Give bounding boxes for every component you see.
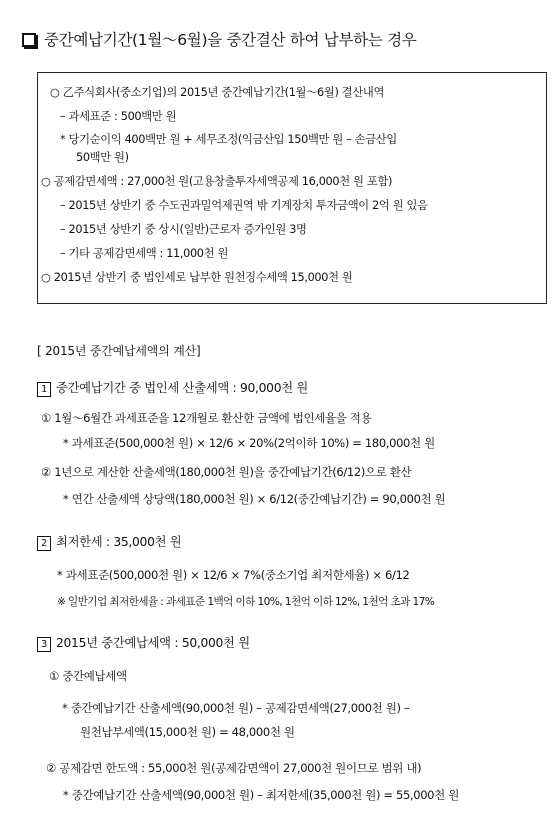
- part3-title-text: 2015년 중간예납세액 : 50,000천 원: [56, 636, 250, 650]
- box-line-other-deduction: – 기타 공제감면세액 : 11,000천 원: [60, 247, 229, 260]
- case-summary-box: [37, 72, 547, 304]
- part3-step2: ② 공제감면 한도액 : 55,000천 원(공제감면액이 27,000천 원이므로 범위 내): [46, 761, 422, 775]
- section-title: [ 2015년 중간예납세액의 계산]: [37, 344, 201, 358]
- part2-number-box: 2: [37, 536, 51, 551]
- part2-note: ※ 일반기업 최저한세율 : 과세표준 1백억 이하 10%, 1천억 이하 12%, 1천억 초과 17%: [57, 596, 435, 608]
- part1-title: [37, 378, 308, 397]
- part1-number-box: 1: [37, 382, 51, 397]
- part2-title: [37, 532, 181, 551]
- heading-text: 중간예납기간(1월～6월)을 중간결산 하여 납부하는 경우: [44, 31, 417, 49]
- part3-title: [37, 633, 250, 652]
- box-line-withholding: ○ 2015년 상반기 중 법인세로 납부한 원천징수세액 15,000천 원: [41, 271, 353, 284]
- box-line-net-income: * 당기순이익 400백만 원 + 세무조정(익금산입 150백만 원 – 손금산입: [60, 133, 397, 146]
- part1-title-text: 중간예납기간 중 법인세 산출세액 : 90,000천 원: [56, 381, 308, 395]
- part3-step2-calc: * 중간예납기간 산출세액(90,000천 원) – 최저한세(35,000천 원) = 55,000천 원: [63, 788, 459, 802]
- checkbox-square-icon: [22, 33, 36, 47]
- box-line-deduction: ○ 공제감면세액 : 27,000천 원(고용창출투자세액공제 16,000천 원 포함): [41, 175, 393, 188]
- part2-title-text: 최저한세 : 35,000천 원: [56, 535, 182, 549]
- box-line-investment: – 2015년 상반기 중 수도권과밀억제권역 밖 기계장치 투자금액이 2억 원 있음: [60, 199, 428, 212]
- part1-step2-calc: * 연간 산출세액 상당액(180,000천 원) × 6/12(중간예납기간) = 90,000천 원: [63, 492, 446, 506]
- part1-step1-calc: * 과세표준(500,000천 원) × 12/6 × 20%(2억이하 10%) = 180,000천 원: [63, 436, 435, 450]
- part3-step1: ① 중간예납세액: [49, 669, 127, 683]
- part3-step1-calc-a: * 중간예납기간 산출세액(90,000천 원) – 공제감면세액(27,000천 원) –: [62, 701, 410, 715]
- part2-calc: * 과세표준(500,000천 원) × 12/6 × 7%(중소기업 최저한세율) × 6/12: [57, 568, 410, 582]
- page-heading: [22, 28, 416, 50]
- part3-number-box: 3: [37, 637, 51, 652]
- box-line-employees: – 2015년 상반기 중 상시(일반)근로자 증가인원 3명: [60, 223, 307, 236]
- box-line-tax-base: – 과세표준 : 500백만 원: [60, 110, 177, 123]
- part1-step2: ② 1년으로 계산한 산출세액(180,000천 원)을 중간예납기간(6/12)으로 환산: [41, 465, 412, 479]
- part1-step1: ① 1월～6월간 과세표준을 12개월로 환산한 금액에 법인세율을 적용: [41, 411, 372, 425]
- part3-step1-calc-b: 원천납부세액(15,000천 원) = 48,000천 원: [80, 725, 295, 739]
- box-line-net-income-cont: 50백만 원): [76, 151, 129, 164]
- box-line-company: ○ 乙주식회사(중소기업)의 2015년 중간예납기간(1월～6월) 결산내역: [50, 86, 385, 99]
